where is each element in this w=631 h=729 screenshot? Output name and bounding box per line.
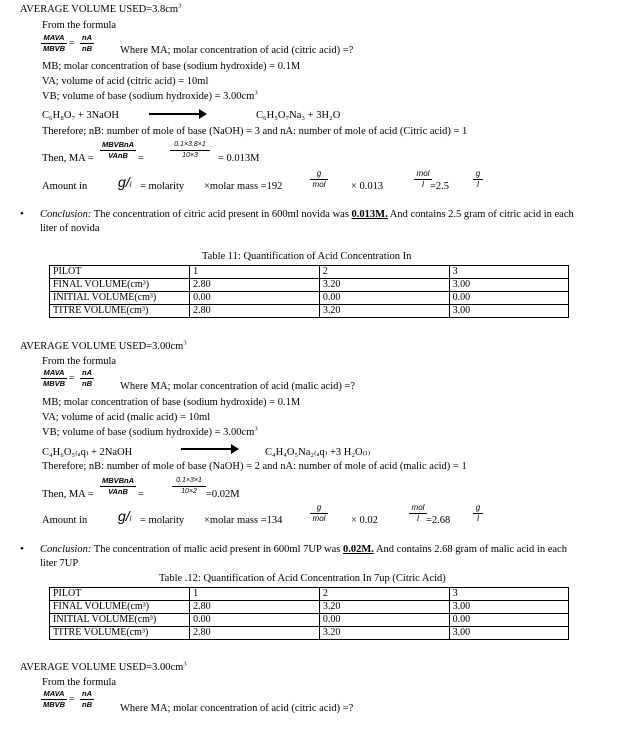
formula-equals-3: = <box>69 694 75 705</box>
table-caption-12: Table .12: Quantification of Acid Concentration In 7up (Citric Acid) <box>159 573 446 584</box>
table-cell: 3.00 <box>449 305 568 318</box>
avg-volume-heading-2: AVERAGE VOLUME $USED=3.00cm^3$ <box>20 339 187 352</box>
avg-volume-heading-3: AVERAGE VOLUME $USED=3.00cm^3$ <box>20 660 187 673</box>
g-per-l-2: g/l <box>118 508 132 524</box>
times-value-1: × 0.013 <box>351 181 384 192</box>
g-per-l-1: g/l <box>118 174 132 190</box>
vb-line-1: VB; volume of base (sodium hydroxide) = $3.00cm^3$ <box>42 89 258 102</box>
table-cell: FINAL VOLUME(cm³) <box>50 601 190 614</box>
table-row <box>50 305 569 318</box>
table-cell: TITRE VOLUME(cm³) <box>50 305 190 318</box>
table-caption-11: Table 11: Quantification of Acid Concentration In <box>202 251 412 262</box>
bullet-2: • <box>20 543 24 555</box>
formula-left-fraction-2: MAVA MBVB <box>42 368 66 388</box>
then-ma-1: Then, MA = <box>42 153 94 164</box>
vb-line-2: VB; volume of base (sodium hydroxide) = $3.00cm^3$ <box>42 425 258 438</box>
table-cell: PILOT <box>50 266 190 279</box>
result-amount-2: =2.68 <box>426 515 451 526</box>
reaction-arrow-2 <box>181 448 237 450</box>
table-cell: 2.80 <box>190 627 320 640</box>
table-cell: INITIAL VOLUME(cm³) <box>50 292 190 305</box>
table-row <box>50 266 569 279</box>
table-cell: 0.00 <box>449 292 568 305</box>
table-cell: 0.00 <box>449 614 568 627</box>
result-amount-1: =2.5 <box>430 181 450 192</box>
table-row <box>50 627 569 640</box>
table-cell: 3.20 <box>319 279 449 292</box>
table-row <box>50 588 569 601</box>
formula-right-fraction-2: nA nB <box>82 368 92 388</box>
mbvbna-fraction-1: MBVBnA VAnB <box>101 140 135 160</box>
reaction-left-1: C₆H₈O₇ + 3NaOH <box>42 110 119 121</box>
equals-sign-1: = <box>138 153 144 164</box>
formula-equals-2: = <box>69 373 75 384</box>
table-cell: 1 <box>190 266 320 279</box>
table-cell: 3.20 <box>319 305 449 318</box>
conclusion-cont-1: liter of novida <box>40 223 100 234</box>
table-cell: 3.20 <box>319 627 449 640</box>
bullet-1: • <box>20 208 24 220</box>
molarity-1: = molarity <box>140 181 185 192</box>
formula-right-fraction-3: nA nB <box>82 689 92 709</box>
table-cell: INITIAL VOLUME(cm³) <box>50 614 190 627</box>
table-row <box>50 614 569 627</box>
mol-per-l-unit-1: mol l <box>414 169 432 190</box>
table-cell: 0.00 <box>319 292 449 305</box>
calc-fraction-2: 0.1×3×1 10×2 <box>172 476 206 497</box>
amount-in-2: Amount in <box>42 515 88 526</box>
conclusion-1: Conclusion: The concentration of citric acid present in 600ml novida was 0.013M. And contains 2.5 gram of citric acid in each <box>40 209 574 220</box>
molarity-2: = molarity <box>140 515 185 526</box>
times-value-2: × 0.02 <box>351 515 378 526</box>
from-formula-2: From the formula <box>42 356 117 367</box>
table-cell: 1 <box>190 588 320 601</box>
table-cell: FINAL VOLUME(cm³) <box>50 279 190 292</box>
mb-line-2: MB; molar concentration of base (sodium hydroxide) = 0.1M <box>42 397 301 408</box>
amount-in-1: Amount in <box>42 181 88 192</box>
formula-left-fraction-3: MAVA MBVB <box>42 689 66 709</box>
table-cell: 0.00 <box>190 292 320 305</box>
mb-line-1: MB; molar concentration of base (sodium hydroxide) = 0.1M <box>42 61 301 72</box>
table-row <box>50 279 569 292</box>
therefore-line-2: Therefore; nB: number of mole of base (NaOH) = 2 and nA: number of mole of acid (malic acid) = 1 <box>42 461 467 472</box>
g-per-mol-unit-1: g mol <box>310 169 328 190</box>
va-line-1: VA; volume of acid (citric acid) = 10ml <box>42 76 209 87</box>
va-line-2: VA; volume of acid (malic acid) = 10ml <box>42 412 211 423</box>
table-cell: PILOT <box>50 588 190 601</box>
table-cell: 3 <box>449 266 568 279</box>
avg-volume-heading-1: AVERAGE VOLUME $USED=3.8cm^3$ <box>20 2 182 15</box>
where-ma-3: Where MA; molar concentration of acid (citric acid) =? <box>120 703 354 714</box>
reaction-arrow-1 <box>149 113 205 115</box>
conclusion-2: Conclusion: The concentration of malic acid present in 600ml 7UP was 0.02M. And contains 2.68 gram of malic acid in each <box>40 544 567 555</box>
therefore-line-1: Therefore; nB: number of mole of base (NaOH) = 3 and nA: number of mole of acid (Citric acid) = 1 <box>42 126 468 137</box>
table-cell: 2.80 <box>190 601 320 614</box>
table-cell: 3.00 <box>449 279 568 292</box>
table-cell: 2.80 <box>190 279 320 292</box>
from-formula-3: From the formula <box>42 677 117 688</box>
table-cell: 3.00 <box>449 601 568 614</box>
where-ma-2: Where MA; molar concentration of acid (malic acid) =? <box>120 381 356 392</box>
equals-sign-2: = <box>138 489 144 500</box>
table-cell: 3.00 <box>449 627 568 640</box>
g-per-l-unit-1: g l <box>473 169 483 190</box>
table-cell: 0.00 <box>190 614 320 627</box>
table-row <box>50 292 569 305</box>
formula-equals-1: = <box>69 38 75 49</box>
mbvbna-fraction-2: MBVBnA VAnB <box>101 476 135 496</box>
g-per-mol-unit-2: g mol <box>310 503 328 524</box>
g-per-l-unit-2: g l <box>473 503 483 524</box>
conclusion-cont-2: liter 7UP <box>40 558 79 569</box>
reaction-left-2: C₄H₆O₅₍ₐq₎ + 2NaOH <box>42 447 133 458</box>
table-cell: TITRE VOLUME(cm³) <box>50 627 190 640</box>
table-cell: 2.80 <box>190 305 320 318</box>
reaction-right-1: C₆H₅O₇Na₃ + 3H₂O <box>256 110 341 121</box>
where-ma-1: Where MA; molar concentration of acid (citric acid) =? <box>120 45 354 56</box>
then-ma-2: Then, MA = <box>42 489 94 500</box>
table-12 <box>49 587 569 640</box>
table-cell: 3.20 <box>319 601 449 614</box>
formula-right-fraction-1: nA nB <box>82 33 92 53</box>
molar-mass-1: ×molar mass =192 <box>204 181 283 192</box>
mol-per-l-unit-2: mol l <box>409 503 427 524</box>
table-cell: 0.00 <box>319 614 449 627</box>
table-cell: 2 <box>319 588 449 601</box>
table-row <box>50 601 569 614</box>
molar-mass-2: ×molar mass =134 <box>204 515 283 526</box>
table-cell: 3 <box>449 588 568 601</box>
formula-left-fraction-1: MAVA MBVB <box>42 33 66 53</box>
table-11 <box>49 265 569 318</box>
table-cell: 2 <box>319 266 449 279</box>
result-ma-1: = 0.013M <box>218 153 260 164</box>
calc-fraction-1: 0.1×3.8×1 10×3 <box>170 140 210 161</box>
reaction-right-2: C₄H₄O₅Na₂₍ₐq₎ +3 H₂O₍ₗ₎ <box>265 447 371 458</box>
result-ma-2: =0.02M <box>206 489 240 500</box>
from-formula-1: From the formula <box>42 20 117 31</box>
